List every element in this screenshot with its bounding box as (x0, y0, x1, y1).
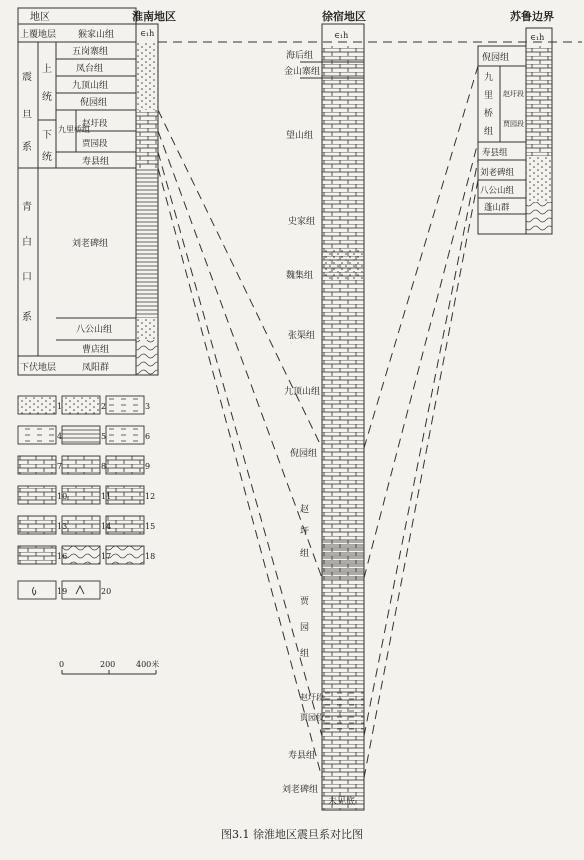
system-char-1: 震 (22, 72, 32, 83)
sulu-unit-niyuan: 倪园组 (482, 53, 510, 63)
legend-num-7: 7 (57, 462, 63, 471)
unit-liulaobei: 刘老碑组 (72, 239, 109, 249)
legend-num-16: 16 (57, 552, 68, 561)
series-lower-2: 统 (42, 152, 52, 163)
legend-num-6: 6 (145, 432, 151, 441)
xusu-unit-zhangqu: 张渠组 (288, 331, 316, 341)
legend-num-12: 12 (145, 492, 156, 501)
unit-niyuan: 倪园组 (80, 98, 108, 108)
scale-tick-200: 200 (100, 660, 116, 669)
xusu-unit-jiayuan-duan: 贾园段 (300, 713, 324, 722)
series-lower-1: 下 (42, 130, 52, 141)
sulu-unit-pengshan: 蓬山群 (484, 203, 510, 213)
xusu-unit-shijia: 史家组 (288, 217, 316, 227)
legend-num-11: 11 (101, 492, 112, 501)
header-region-label: 地区 (30, 12, 50, 23)
xusu-jiayuan-char-2: 园 (300, 623, 310, 633)
sulu-column (478, 9, 554, 234)
xusu-unit-zhaowei-duan: 赵圩段 (300, 693, 324, 702)
legend-num-3: 3 (145, 402, 151, 411)
xusu-zhaowei-char-2: 圩 (300, 527, 310, 537)
sulu-jiuli-char-1: 九 (484, 73, 494, 83)
legend-num-17: 17 (101, 552, 112, 561)
overlying-strata-label: 上覆地层 (20, 30, 57, 40)
sulu-jiuli-char-2: 里 (484, 91, 494, 101)
legend-num-8: 8 (101, 462, 107, 471)
legend-num-20: 20 (101, 587, 112, 596)
sulu-unit-bagongshan: 八公山组 (480, 186, 515, 196)
region-huainan: 淮南地区 (132, 10, 176, 23)
legend-num-9: 9 (145, 462, 151, 471)
xusu-unit-jiudingshan: 九顶山组 (284, 387, 321, 397)
region-sulu: 苏鲁边界 (510, 10, 554, 23)
qingbaikou-char-1: 青 (22, 202, 32, 213)
unit-zhaowei-duan: 赵圩段 (82, 119, 108, 129)
xusu-unit-weiji: 魏集组 (286, 271, 314, 281)
xusu-jiayuan-char-1: 贾 (300, 597, 310, 607)
xusu-unit-wangshan: 望山组 (286, 131, 314, 141)
huainan-top-symbol: ∈₁h (140, 29, 155, 38)
sulu-unit-liulaobei: 刘老碑组 (480, 168, 515, 178)
unit-wugangzhai: 五岗寨组 (72, 47, 109, 57)
qingbaikou-char-2: 白 (22, 237, 32, 248)
qingbaikou-char-3: 口 (22, 272, 32, 283)
xusu-column (282, 9, 366, 810)
system-char-3: 系 (22, 142, 32, 153)
unit-jiudingshan: 九顶山组 (72, 81, 109, 91)
unit-shouxian: 寿县组 (82, 157, 110, 167)
unit-fengtai: 凤台组 (76, 64, 104, 74)
legend-num-1: 1 (57, 402, 63, 411)
system-char-2: 旦 (22, 110, 32, 121)
scale-bar (59, 659, 159, 674)
xusu-jiayuan-char-3: 组 (300, 649, 310, 659)
legend-num-18: 18 (145, 552, 156, 561)
lithology-legend (18, 396, 144, 599)
sulu-unit-zhaowei: 赵圩段 (503, 90, 524, 98)
qingbaikou-char-4: 系 (22, 312, 32, 323)
xusu-top-symbol: ∈₁h (334, 31, 349, 40)
legend-num-13: 13 (57, 522, 68, 531)
xusu-unit-niyuan: 倪园组 (290, 449, 318, 459)
correlation-lines (158, 42, 582, 778)
series-upper-2: 统 (42, 92, 52, 103)
xusu-unit-haihou: 海后组 (286, 51, 314, 61)
xusu-unit-liulaobei: 刘老碑组 (282, 785, 319, 795)
legend-num-15: 15 (145, 522, 156, 531)
scale-tick-400: 400米 (136, 660, 160, 669)
unit-bagongshan: 八公山组 (76, 325, 113, 335)
legend-num-5: 5 (101, 432, 107, 441)
xusu-base-unseen: 未见底 (328, 797, 356, 807)
unit-fengyang: 凤阳群 (82, 363, 110, 373)
xusu-unit-shouxian: 寿县组 (288, 751, 316, 761)
unit-caodian: 曹店组 (82, 345, 110, 355)
legend-num-10: 10 (57, 492, 68, 501)
sulu-jiuli-char-4: 组 (484, 127, 494, 137)
xusu-unit-jinshanzhai: 金山寨组 (284, 67, 321, 77)
legend-num-14: 14 (101, 522, 112, 531)
unit-jiayuan-duan: 贾园段 (82, 139, 108, 149)
xusu-zhaowei-char-1: 赵 (300, 505, 310, 515)
sulu-unit-jiayuan: 贾园段 (503, 120, 524, 128)
huainan-lithology-column (136, 24, 158, 375)
sulu-top-symbol: ∈₁h (530, 33, 545, 42)
region-xusu: 徐宿地区 (322, 10, 366, 23)
xusu-zhaowei-char-3: 组 (300, 549, 310, 559)
unit-houjiashan: 猴家山组 (78, 30, 115, 40)
legend-num-4: 4 (57, 432, 63, 441)
legend-num-19: 19 (57, 587, 68, 596)
series-upper-1: 上 (42, 64, 52, 75)
legend-num-2: 2 (101, 402, 107, 411)
unit-jiuliqiao: 九里桥组 (58, 125, 90, 134)
figure-caption: 图3.1 徐淮地区震旦系对比图 (221, 828, 363, 841)
underlying-strata-label: 下伏地层 (20, 363, 57, 373)
scale-tick-0: 0 (59, 660, 65, 669)
sulu-unit-shouxian: 寿县组 (482, 148, 508, 158)
sulu-jiuli-char-3: 桥 (484, 109, 494, 119)
